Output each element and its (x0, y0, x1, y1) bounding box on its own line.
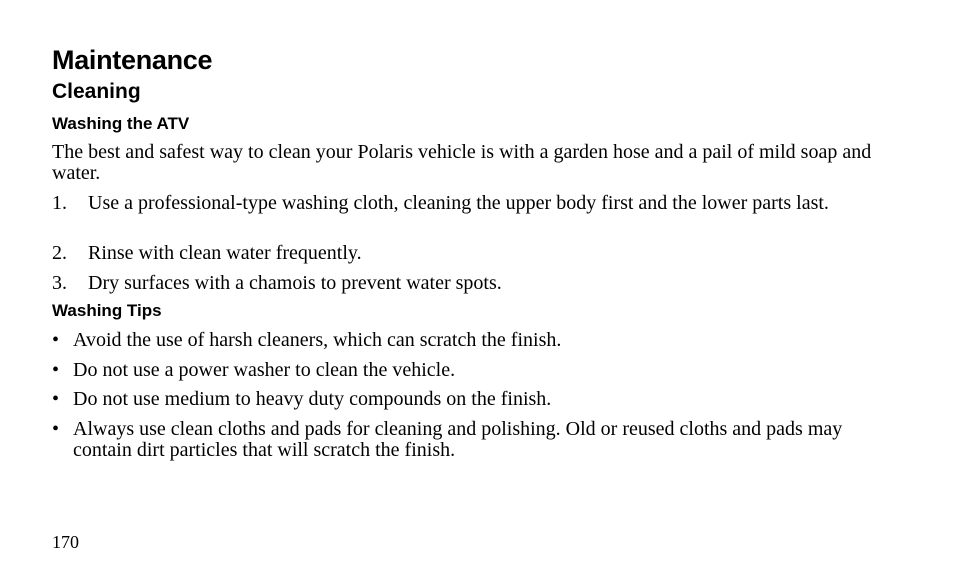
bullet-item (52, 360, 892, 381)
step-item (52, 273, 892, 294)
step-text: Dry surfaces with a chamois to prevent water spots. (88, 272, 502, 294)
bullet-text: Always use clean cloths and pads for cleaning and polishing. Old or reused cloths and pads may contain dirt particles that will scratch the finish. (73, 418, 843, 461)
step-text: Use a professional-type washing cloth, cleaning the upper body first and the lower parts last. (88, 192, 829, 214)
subsection-title-washing-the-atv: Washing the ATV (52, 114, 190, 133)
bullet-item (52, 389, 892, 410)
step-number: 3. (52, 272, 67, 294)
bullet-item (52, 419, 892, 461)
bullet-text: Do not use medium to heavy duty compounds on the finish. (73, 388, 552, 410)
step-number: 2. (52, 242, 67, 264)
bullet-text: Do not use a power washer to clean the vehicle. (73, 359, 456, 381)
bullet-item (52, 330, 892, 351)
step-text: Rinse with clean water frequently. (88, 242, 362, 264)
bullet-icon: • (52, 418, 60, 440)
bullet-icon: • (52, 329, 60, 351)
page-title: Maintenance (52, 45, 213, 75)
bullet-icon: • (52, 359, 60, 381)
step-item (52, 243, 892, 264)
page-number: 170 (52, 532, 79, 552)
intro-paragraph: The best and safest way to clean your Polaris vehicle is with a garden hose and a pail of mild soap and water. (52, 141, 872, 184)
bullet-icon: • (52, 388, 60, 410)
step-number: 1. (52, 192, 67, 214)
section-title: Cleaning (52, 80, 141, 103)
bullet-text: Avoid the use of harsh cleaners, which can scratch the finish. (73, 329, 562, 351)
step-item (52, 193, 892, 214)
subsection-title-washing-tips: Washing Tips (52, 301, 162, 320)
